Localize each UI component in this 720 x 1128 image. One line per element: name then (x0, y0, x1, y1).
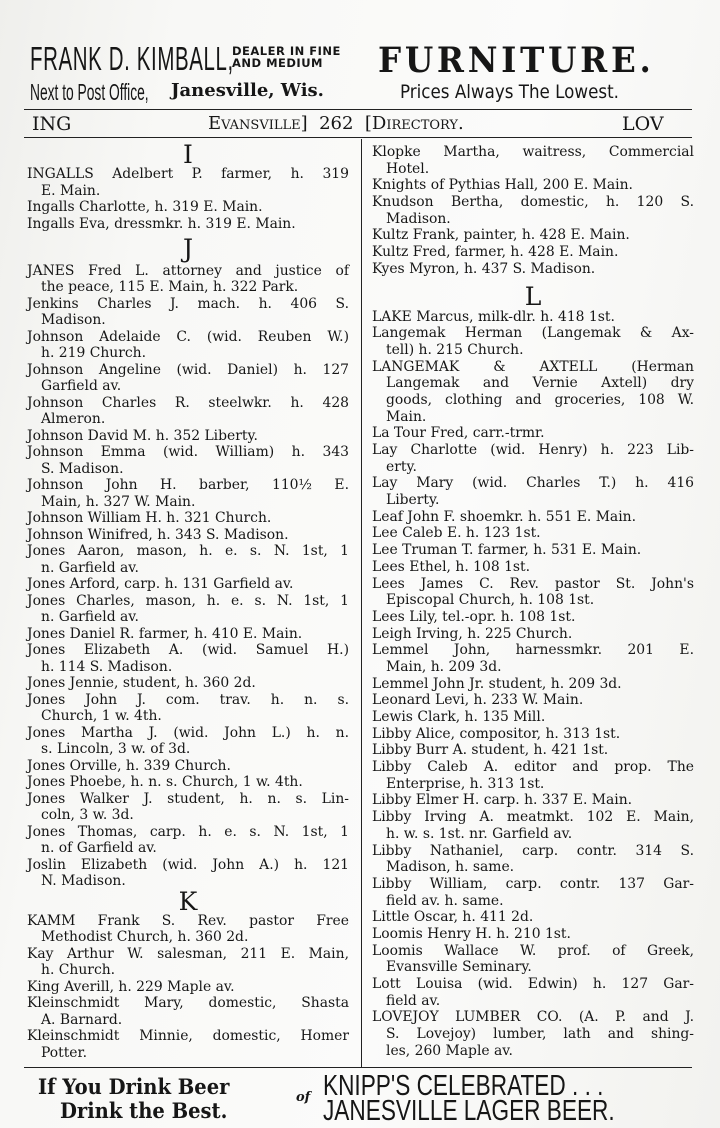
directory-entry (372, 475, 694, 508)
entry-line: Lees Lily, tel.-opr. h. 108 1st. (372, 608, 576, 625)
entry-continuation-line: Enterprise, h. 313 1st. (386, 775, 545, 792)
directory-entry (27, 913, 349, 946)
entry-line: LANGEMAK & AXTELL (Herman (372, 358, 694, 375)
directory-entry (27, 166, 349, 199)
entry-line: Jones Jennie, student, h. 360 2d. (27, 675, 256, 691)
entry-line: Libby William, carp. contr. 137 Gar- (372, 875, 694, 892)
directory-entry (27, 946, 349, 979)
entry-line: Johnson David M. h. 352 Liberty. (27, 427, 258, 444)
entry-line: Jones Elizabeth A. (wid. Samuel H.) (27, 642, 349, 658)
directory-entry (27, 576, 349, 593)
directory-entry (372, 227, 694, 244)
directory-entry (27, 626, 349, 643)
entry-continuation-line: erty. (386, 458, 417, 475)
entry-line: Jones Charles, mason, h. e. s. N. 1st, 1 (27, 592, 349, 609)
entry-continuation-line: Liberty. (386, 492, 440, 509)
entry-line: Jones Phoebe, h. n. s. Church, 1 w. 4th. (27, 774, 303, 790)
entry-line: Johnson Winifred, h. 343 S. Madison. (27, 526, 289, 543)
entry-continuation-line: Garfield av. (41, 378, 122, 394)
footer-line-2: Drink the Best. (60, 1098, 228, 1123)
footer-connector: of (296, 1090, 311, 1105)
section-letter: K (178, 886, 198, 916)
entry-continuation-line: les, 260 Maple av. (386, 1042, 513, 1059)
directory-entry (27, 329, 349, 362)
directory-entry (372, 676, 694, 693)
entry-continuation-line: s. Lincoln, 3 w. of 3d. (41, 741, 191, 757)
entry-line: INGALLS Adelbert P. farmer, h. 319 (27, 166, 349, 182)
entry-line: Johnson Adelaide C. (wid. Reuben W.) (27, 328, 349, 345)
entry-continuation-line: Almeron. (41, 411, 106, 427)
directory-entry (372, 692, 694, 709)
entry-continuation-line: n. Garfield av. (41, 609, 139, 625)
entry-continuation-line: goods, clothing and groceries, 108 W. (386, 391, 694, 408)
entry-line: Loomis Henry H. h. 210 1st. (372, 925, 571, 942)
directory-entry (27, 593, 349, 626)
header-rule (24, 109, 692, 110)
directory-entry (372, 576, 694, 609)
entry-continuation-line: Episcopal Church, h. 108 1st. (386, 592, 595, 609)
section-letter: J (182, 234, 194, 263)
entry-line: Kultz Frank, painter, h. 428 E. Main. (372, 227, 630, 244)
directory-entry (27, 296, 349, 329)
directory-column-left (27, 140, 349, 1061)
entry-continuation-line: the peace, 115 E. Main, h. 322 Park. (41, 279, 299, 295)
entry-line: Lott Louisa (wid. Edwin) h. 127 Gar- (372, 976, 694, 992)
running-title (208, 113, 464, 134)
entry-line: Libby Burr A. student, h. 421 1st. (372, 742, 609, 759)
entry-line: Johnson Emma (wid. William) h. 343 (27, 444, 349, 460)
directory-entry (27, 477, 349, 510)
entry-line: Joslin Elizabeth (wid. John A.) h. 121 (27, 856, 349, 873)
directory-entry (27, 857, 349, 890)
directory-entry (372, 425, 694, 442)
entry-continuation-line: coln, 3 w. 3d. (41, 807, 134, 823)
entry-continuation-line: Potter. (41, 1044, 88, 1061)
column-divider (361, 139, 362, 1067)
running-head-rule (24, 137, 692, 138)
directory-column-right (372, 144, 694, 1059)
entry-continuation-line: Langemak and Vernie Axtell) dry (386, 375, 694, 392)
directory-entry (27, 791, 349, 824)
entry-line: Jones Orville, h. 339 Church. (27, 757, 231, 774)
entry-line: Kultz Fred, farmer, h. 428 E. Main. (372, 244, 619, 261)
entry-line: Lees James C. Rev. pastor St. John's (372, 575, 694, 592)
entry-line: La Tour Fred, carr.-trmr. (372, 425, 545, 442)
directory-entry (27, 725, 349, 758)
entry-line: Libby Elmer H. carp. h. 337 E. Main. (372, 792, 633, 809)
directory-entry (372, 909, 694, 926)
directory-entry (372, 144, 694, 177)
directory-entry (372, 626, 694, 643)
directory-entry (372, 642, 694, 675)
slogan: Prices Always The Lowest. (400, 81, 619, 103)
guide-word-left: ING (32, 113, 72, 135)
entry-line: Johnson William H. h. 321 Church. (27, 510, 272, 526)
entry-continuation-line: h. Church. (41, 962, 116, 978)
entry-continuation-line: Madison. (41, 312, 106, 328)
directory-entry (372, 244, 694, 261)
directory-entry (372, 742, 694, 759)
entry-line: Ingalls Charlotte, h. 319 E. Main. (27, 199, 263, 215)
entry-continuation-line: h. 114 S. Madison. (41, 658, 173, 675)
directory-entry (372, 309, 694, 326)
directory-entry (372, 525, 694, 542)
entry-line: Loomis Wallace W. prof. of Greek, (372, 942, 694, 959)
entry-line: Jones Daniel R. farmer, h. 410 E. Main. (27, 625, 303, 642)
entry-line: Little Oscar, h. 411 2d. (372, 909, 534, 926)
directory-entry (372, 509, 694, 526)
entry-line: Kleinschmidt Minnie, domestic, Homer (27, 1028, 349, 1044)
directory-entry (372, 177, 694, 194)
entry-line: Libby Caleb A. editor and prop. The (372, 759, 694, 776)
entry-line: Lay Charlotte (wid. Henry) h. 223 Lib- (372, 442, 694, 458)
directory-entry (27, 995, 349, 1028)
entry-continuation-line: Church, 1 w. 4th. (41, 708, 162, 724)
entry-line: Johnson John H. barber, 110½ E. (27, 477, 349, 493)
entry-line: LAKE Marcus, milk-dlr. h. 418 1st. (372, 308, 615, 325)
entry-continuation-line: S. Lovejoy) lumber, lath and shing- (386, 1026, 694, 1043)
entry-line: Jones John J. com. trav. h. n. s. (27, 691, 349, 708)
brand-line-1: KNIPP'S CELEBRATED . . . (323, 1070, 604, 1102)
entry-line: Leonard Levi, h. 233 W. Main. (372, 692, 584, 709)
directory-entry (27, 774, 349, 791)
directory-entry (27, 510, 349, 527)
entry-line: Langemak Herman (Langemak & Ax- (372, 325, 694, 342)
entry-line: Libby Irving A. meatmkt. 102 E. Main, (372, 809, 694, 826)
directory-entry (27, 428, 349, 445)
entry-line: Jones Martha J. (wid. John L.) h. n. (27, 724, 349, 741)
entry-line: Lemmel John Jr. student, h. 209 3d. (372, 675, 622, 692)
directory-entry (372, 1009, 694, 1059)
dealer-line-1: DEALER IN FINE (232, 44, 341, 58)
directory-entry (372, 809, 694, 842)
entry-continuation-line: A. Barnard. (41, 1011, 123, 1028)
directory-entry (27, 692, 349, 725)
entry-continuation-line: N. Madison. (41, 873, 126, 889)
directory-entry (372, 943, 694, 976)
entry-continuation-line: Madison, h. same. (386, 859, 515, 876)
directory-entry (27, 979, 349, 996)
directory-entry (372, 559, 694, 576)
product-heading: FURNITURE. (378, 40, 655, 81)
entry-continuation-line: E. Main. (41, 182, 101, 199)
section-name: [Directory. (364, 113, 464, 134)
entry-continuation-line: Madison. (386, 210, 451, 227)
entry-continuation-line: n. Garfield av. (41, 559, 139, 576)
entry-line: Lee Caleb E. h. 123 1st. (372, 525, 541, 542)
directory-entry (372, 325, 694, 358)
entry-continuation-line: Evansville Seminary. (386, 959, 532, 976)
dealer-note (232, 45, 341, 69)
directory-entry (372, 194, 694, 227)
entry-continuation-line: h. 219 Church. (41, 345, 147, 361)
entry-line: Jones Walker J. student, h. n. s. Lin- (27, 790, 349, 807)
entry-line: King Averill, h. 229 Maple av. (27, 978, 235, 995)
entry-line: Libby Nathaniel, carp. contr. 314 S. (372, 842, 694, 859)
town-name: Evansville] (208, 113, 308, 134)
directory-entry (27, 444, 349, 477)
directory-entry (27, 527, 349, 544)
entry-line: Libby Alice, compositor, h. 313 1st. (372, 725, 621, 742)
directory-entry (372, 359, 694, 426)
entry-continuation-line: field av. (386, 992, 441, 1009)
entry-line: Knights of Pythias Hall, 200 E. Main. (372, 177, 633, 194)
entry-line: Lewis Clark, h. 135 Mill. (372, 709, 546, 725)
directory-entry (27, 216, 349, 233)
entry-line: Kleinschmidt Mary, domestic, Shasta (27, 995, 349, 1011)
directory-entry (27, 362, 349, 395)
entry-continuation-line: Main, h. 209 3d. (386, 658, 502, 675)
directory-entry (27, 642, 349, 675)
entry-line: Ingalls Eva, dressmkr. h. 319 E. Main. (27, 215, 296, 232)
section-letter: L (524, 281, 542, 311)
directory-entry (372, 976, 694, 1009)
entry-line: Johnson Angeline (wid. Daniel) h. 127 (27, 361, 349, 378)
guide-word-right: LOV (622, 113, 664, 135)
entry-line: Knudson Bertha, domestic, h. 120 S. (372, 194, 694, 211)
directory-entry (372, 442, 694, 475)
directory-entry (27, 675, 349, 692)
footer-rule (24, 1067, 692, 1068)
directory-entry (27, 199, 349, 216)
entry-continuation-line: Main. (386, 408, 427, 425)
directory-entry (372, 843, 694, 876)
directory-entry (372, 261, 694, 278)
entry-line: Jones Thomas, carp. h. e. s. N. 1st, 1 (27, 823, 349, 840)
directory-entry (372, 609, 694, 626)
section-letter: I (183, 140, 193, 169)
entry-continuation-line: n. of Garfield av. (41, 840, 157, 856)
directory-entry (27, 263, 349, 296)
entry-line: Lay Mary (wid. Charles T.) h. 416 (372, 475, 694, 492)
location-prefix: Next to Post Office, (30, 79, 149, 105)
entry-line: Leaf John F. shoemkr. h. 551 E. Main. (372, 508, 637, 525)
advertiser-name: FRANK D. KIMBALL, (30, 40, 234, 77)
entry-continuation-line: field av. h. same. (386, 892, 504, 909)
dealer-line-2: AND MEDIUM (232, 56, 323, 70)
entry-line: Leigh Irving, h. 225 Church. (372, 625, 573, 642)
directory-entry (372, 792, 694, 809)
directory-entry (372, 926, 694, 943)
directory-entry (27, 395, 349, 428)
entry-line: Jones Arford, carp. h. 131 Garfield av. (27, 576, 294, 592)
entry-line: Lee Truman T. farmer, h. 531 E. Main. (372, 542, 642, 559)
entry-continuation-line: Main, h. 327 W. Main. (41, 493, 196, 510)
directory-entry (372, 542, 694, 559)
entry-line: Jenkins Charles J. mach. h. 406 S. (27, 295, 349, 312)
entry-line: Klopke Martha, waitress, Commercial (372, 144, 694, 160)
entry-line: Johnson Charles R. steelwkr. h. 428 (27, 394, 349, 411)
entry-continuation-line: Methodist Church, h. 360 2d. (41, 929, 249, 945)
directory-entry (372, 876, 694, 909)
directory-entry (372, 709, 694, 726)
directory-entry (372, 726, 694, 743)
entry-line: KAMM Frank S. Rev. pastor Free (27, 912, 349, 929)
directory-entry (27, 543, 349, 576)
directory-entry (372, 759, 694, 792)
advertiser-city: Janesville, Wis. (171, 80, 324, 101)
entry-line: JANES Fred L. attorney and justice of (27, 262, 349, 279)
page-number: 262 (319, 113, 354, 134)
brand-line-2: JANESVILLE LAGER BEER. (323, 1095, 615, 1127)
entry-line: Jones Aaron, mason, h. e. s. N. 1st, 1 (27, 543, 349, 559)
directory-entry (27, 824, 349, 857)
directory-entry (27, 758, 349, 775)
directory-entry (27, 1028, 349, 1061)
footer-line-1: If You Drink Beer (38, 1074, 230, 1099)
entry-line: Lees Ethel, h. 108 1st. (372, 558, 531, 575)
entry-line: Kyes Myron, h. 437 S. Madison. (372, 260, 596, 277)
entry-continuation-line: h. w. s. 1st. nr. Garfield av. (386, 825, 573, 842)
entry-continuation-line: tell) h. 215 Church. (386, 341, 524, 358)
entry-continuation-line: Hotel. (386, 160, 430, 177)
entry-line: Kay Arthur W. salesman, 211 E. Main, (27, 945, 349, 962)
entry-line: LOVEJOY LUMBER CO. (A. P. and J. (372, 1009, 694, 1026)
entry-line: Lemmel John, harnessmkr. 201 E. (372, 642, 694, 659)
entry-continuation-line: S. Madison. (41, 460, 124, 477)
